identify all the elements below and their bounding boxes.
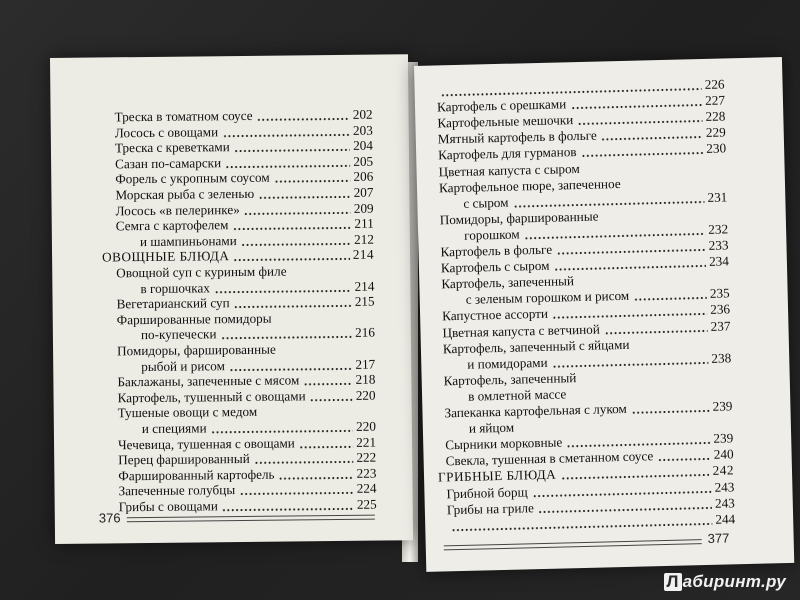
toc-entry-page: 223 — [356, 465, 377, 481]
toc-entry-title: Грибной борщ — [446, 483, 528, 501]
toc-entry-page: 205 — [353, 153, 374, 169]
dot-leader — [631, 410, 709, 414]
toc-entry-page: 236 — [710, 301, 731, 318]
dot-leader — [601, 136, 702, 140]
dot-leader — [211, 430, 353, 433]
toc-entry-page: 231 — [707, 189, 728, 205]
toc-entry-title: Фаршированный картофель — [118, 466, 275, 484]
toc-entry-title: Грибы на гриле — [446, 499, 535, 517]
dot-leader — [274, 180, 351, 183]
toc-entry-title: в горшочках — [140, 279, 210, 296]
toc-entry-title: Перец фаршированный — [118, 451, 250, 468]
toc-entry-title: Треска в томатном соусе — [114, 107, 253, 125]
toc-entry-page: 239 — [712, 398, 733, 414]
toc-entry-page: 220 — [356, 418, 376, 434]
toc-entry-title: Картофель, запеченный — [443, 369, 577, 389]
labirint-logo-icon: Л — [664, 573, 682, 591]
toc-entry-page: 225 — [356, 496, 377, 512]
dot-leader — [634, 297, 707, 301]
dot-leader — [441, 88, 702, 96]
dot-leader — [538, 506, 711, 512]
toc-entry-page: 214 — [352, 247, 375, 263]
toc-entry-title: Овощной суп с куриным филе — [116, 263, 287, 281]
toc-entry-title: Помидоры, фаршированные — [116, 341, 276, 359]
toc-entry-title: Фаршированные помидоры — [116, 310, 272, 328]
toc-entry-title: Лосось с овощами — [114, 123, 219, 140]
dot-leader — [234, 258, 350, 261]
watermark-text: абиринт.ру — [682, 572, 786, 591]
toc-entry-title: Картофель с орешками — [436, 96, 567, 115]
right-page-number: 377 — [707, 530, 730, 546]
right-page — [414, 57, 794, 572]
dot-leader — [234, 149, 350, 152]
toc-entry-page: 211 — [354, 215, 374, 232]
dot-leader — [532, 490, 711, 496]
dot-leader — [310, 399, 353, 401]
dot-leader — [552, 362, 708, 368]
toc-entry-page: 212 — [354, 231, 374, 247]
toc-entry-page: 238 — [711, 350, 732, 366]
toc-entry-page: 243 — [714, 478, 735, 495]
dot-leader — [513, 201, 704, 208]
toc-entry-title: в омлетной массе — [467, 386, 567, 404]
toc-entry-title: Треска с креветками — [114, 139, 230, 156]
toc-entry-title: Картофель с сыром — [440, 257, 550, 276]
toc-entry-page: 207 — [353, 184, 374, 200]
toc-entry-title: ГРИБНЫЕ БЛЮДА — [437, 467, 557, 485]
left-footer-rule — [127, 515, 375, 523]
toc-entry-page: 230 — [706, 140, 727, 157]
toc-entry-page: 240 — [713, 446, 734, 463]
toc-entry-page: 216 — [355, 325, 375, 341]
dot-leader — [225, 165, 350, 168]
toc-entry-title: Вегетарианский суп — [116, 295, 230, 312]
toc-entry-page: 232 — [708, 221, 729, 237]
toc-entry-page: 217 — [355, 356, 376, 372]
left-table-of-contents — [50, 54, 408, 515]
toc-entry-page: 242 — [712, 462, 735, 479]
toc-entry-title: Картофель, запеченный — [441, 273, 575, 292]
dot-leader — [299, 445, 353, 448]
toc-entry-page: 215 — [354, 293, 375, 310]
toc-entry-title: Сырники морковные — [445, 434, 563, 453]
toc-entry-page: 233 — [708, 237, 729, 253]
toc-entry-title: и шампиньонами — [139, 232, 237, 249]
toc-entry-page: 222 — [356, 449, 377, 466]
toc-entry-title: Картофель в фольге — [440, 241, 553, 260]
dot-leader — [222, 133, 350, 136]
toc-entry-title: горошком — [463, 226, 520, 243]
dot-leader — [229, 367, 352, 370]
left-page — [50, 54, 413, 544]
toc-entry-page: 229 — [705, 124, 726, 141]
dot-leader — [234, 305, 352, 308]
dot-leader — [451, 523, 712, 531]
toc-entry-page: 226 — [704, 76, 725, 92]
toc-entry-title: Картофель для гурманов — [438, 144, 577, 163]
dot-leader — [556, 249, 705, 255]
toc-entry-title: Запеканка картофельная с луком — [444, 400, 627, 421]
toc-entry-page: 214 — [354, 278, 375, 294]
toc-entry-title: и яйцом — [468, 419, 515, 436]
toc-entry-title: ОВОЩНЫЕ БЛЮДА — [102, 248, 230, 265]
toc-entry-page: 209 — [353, 200, 374, 216]
toc-entry — [436, 76, 725, 92]
toc-entry-page: 221 — [356, 434, 377, 450]
dot-leader — [304, 383, 353, 386]
dot-leader — [279, 477, 354, 480]
toc-entry-title: Сазан по-самарски — [115, 155, 222, 172]
toc-entry-page: 220 — [355, 387, 376, 403]
dot-leader — [241, 243, 351, 246]
right-footer-rule — [444, 539, 702, 550]
dot-leader — [567, 442, 710, 448]
toc-entry-title: Мятный картофель в фольге — [437, 127, 597, 147]
toc-entry-page: 228 — [705, 108, 726, 125]
toc-entry-title: Картофельное пюре, запеченное — [438, 175, 621, 196]
toc-entry-page: 237 — [710, 317, 731, 334]
toc-entry-page: 204 — [353, 137, 374, 154]
toc-entry-page: 234 — [708, 253, 730, 269]
toc-entry-title: Цветная капуста с ветчиной — [442, 321, 600, 340]
left-page-number: 376 — [98, 510, 121, 526]
labirint-watermark — [664, 572, 786, 592]
toc-entry-title: Грибы с овощами — [118, 498, 218, 515]
dot-leader — [554, 265, 706, 271]
toc-entry-title: Помидоры, фаршированные — [439, 208, 599, 228]
toc-entry-title: Капустное ассорти — [441, 306, 549, 324]
right-table-of-contents — [414, 57, 782, 527]
dot-leader — [581, 152, 703, 157]
toc-entry-page: 244 — [715, 510, 736, 527]
dot-leader — [239, 492, 353, 495]
dot-leader — [578, 120, 703, 125]
toc-entry-page: 224 — [356, 480, 377, 497]
toc-entry-page: 243 — [714, 494, 735, 511]
dot-leader — [258, 196, 350, 199]
toc-entry — [114, 106, 373, 125]
toc-entry-title: Семга с картофелем — [115, 217, 229, 234]
toc-entry-title: с сыром — [463, 194, 509, 211]
toc-entry-title: Баклажаны, запеченные с мясом — [117, 372, 300, 390]
toc-entry-title: Цветная капуста с сыром — [438, 160, 580, 179]
toc-entry-page: 203 — [352, 122, 373, 138]
dot-leader — [257, 118, 350, 121]
toc-entry-title: и помидорами — [467, 354, 548, 372]
toc-entry-title: Лосось «в пелеринке» — [115, 201, 240, 218]
dot-leader — [244, 211, 351, 214]
toc-entry-title: Свекла, тушенная в сметанном соусе — [445, 448, 654, 469]
toc-entry-page: 235 — [709, 285, 730, 302]
dot-leader — [524, 233, 705, 239]
toc-entry-title: Морская рыба с зеленью — [115, 185, 255, 203]
toc-entry-title: Запеченные голубцы — [118, 482, 236, 499]
dot-leader — [214, 289, 351, 292]
toc-entry-page: 218 — [355, 371, 376, 388]
toc-entry-title: Картофель, тушенный с овощами — [117, 388, 306, 406]
toc-entry-page: 227 — [704, 92, 726, 108]
toc-entry-title: и специями — [141, 420, 207, 437]
toc-entry-title: рыбой и рисом — [141, 357, 225, 374]
dot-leader — [658, 458, 711, 461]
toc-entry-title: Картофельные мешочки — [437, 112, 574, 131]
dot-leader — [221, 336, 352, 339]
toc-entry-page: 206 — [353, 169, 374, 185]
toc-entry-page: 239 — [713, 430, 734, 446]
toc-entry-title: по-купечески — [140, 326, 217, 343]
toc-entry-title: Чечевица, тушенная с овощами — [117, 435, 295, 452]
dot-leader — [561, 474, 710, 480]
toc-entry-title: Форель с укропным соусом — [115, 170, 270, 187]
dot-leader — [222, 508, 354, 511]
toc-entry-title: с зеленым горошком и рисом — [465, 288, 630, 308]
dot-leader — [254, 461, 353, 464]
toc-entry-title: Тушеные овощи с медом — [117, 404, 258, 421]
toc-entry-page: 202 — [352, 106, 373, 122]
dot-leader — [552, 313, 706, 319]
dot-leader — [571, 104, 702, 109]
dot-leader — [604, 329, 707, 334]
dot-leader — [233, 227, 352, 230]
toc-entry-title: Картофель, запеченный с яйцами — [442, 336, 630, 356]
